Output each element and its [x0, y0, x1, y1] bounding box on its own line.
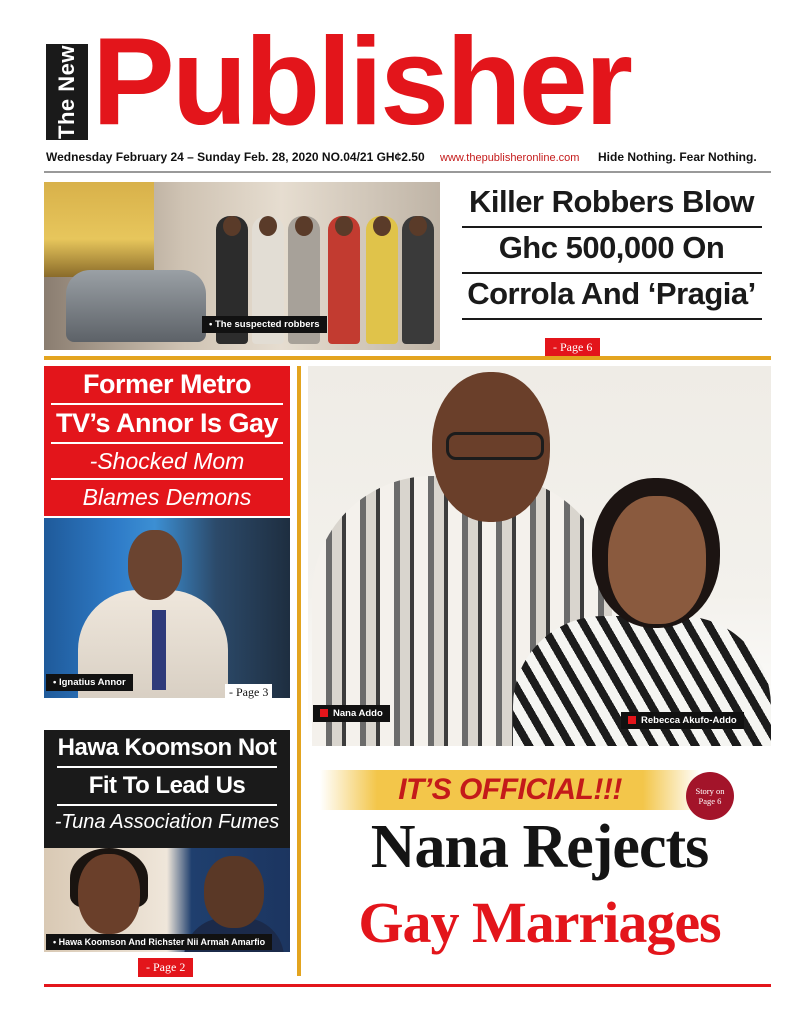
- annor-caption: • Ignatius Annor: [46, 674, 133, 691]
- seal-line: Page 6: [698, 796, 722, 806]
- slogan: Hide Nothing. Fear Nothing.: [598, 150, 757, 164]
- seal-line: Story on: [695, 786, 725, 796]
- hawa-headline-box[interactable]: [44, 730, 290, 848]
- face-shape: [608, 496, 706, 624]
- annor-headline-box[interactable]: [44, 366, 290, 516]
- official-banner: [320, 770, 700, 810]
- lead-headline-line1[interactable]: Nana Rejects: [370, 813, 709, 881]
- caption-marker-icon: [320, 709, 328, 717]
- lead-headline-line2[interactable]: Gay Marriages: [358, 890, 721, 955]
- annor-headline-line: TV’s Annor Is Gay: [55, 408, 279, 438]
- masthead-title: Publisher: [92, 13, 631, 151]
- annor-photo: [44, 518, 290, 698]
- robbers-page-ref[interactable]: - Page 6: [545, 338, 600, 357]
- lead-photo: [308, 366, 771, 746]
- face-shape: [204, 856, 264, 928]
- rebecca-caption-text: Rebecca Akufo-Addo: [641, 715, 737, 726]
- masthead-prefix-box: [46, 44, 88, 140]
- robbers-headline-line: Ghc 500,000 On: [498, 230, 725, 265]
- hawa-subheadline: -Tuna Association Fumes: [54, 811, 280, 833]
- tricycle-image: [44, 182, 154, 277]
- annor-page-ref[interactable]: - Page 3: [225, 684, 272, 701]
- robbers-headline-line: Killer Robbers Blow: [468, 184, 755, 219]
- face-shape: [78, 854, 140, 934]
- hawa-page-ref[interactable]: - Page 2: [138, 958, 193, 977]
- annor-subheadline: -Shocked Mom: [89, 448, 245, 474]
- hawa-photo: [44, 848, 290, 952]
- hawa-headline-line: Fit To Lead Us: [88, 772, 246, 799]
- suspect-figure: [366, 216, 398, 344]
- hawa-headline-line: Hawa Koomson Not: [57, 734, 277, 761]
- robbers-headline-line: Corrola And ‘Pragia’: [467, 276, 756, 311]
- hawa-caption: • Hawa Koomson And Richster Nii Armah Amarfio: [46, 934, 272, 950]
- car-image: [66, 270, 206, 342]
- annor-subheadline: Blames Demons: [82, 484, 252, 510]
- annor-headline-line: Former Metro: [82, 369, 252, 399]
- suspect-figure: [328, 216, 360, 344]
- tie-shape: [152, 610, 166, 690]
- section-divider: [44, 356, 771, 360]
- dateline: Wednesday February 24 – Sunday Feb. 28, 2020 NO.04/21 GH¢2.50: [46, 150, 425, 164]
- column-divider: [297, 366, 301, 976]
- robbers-caption: • The suspected robbers: [202, 316, 327, 333]
- official-kicker: IT’S OFFICIAL!!!: [398, 773, 622, 806]
- caption-marker-icon: [628, 716, 636, 724]
- masthead-prefix: The New: [54, 45, 79, 139]
- nana-caption-text: Nana Addo: [333, 708, 383, 719]
- nana-caption: [313, 705, 390, 722]
- glasses-shape: [446, 432, 544, 460]
- robbers-headline[interactable]: [452, 182, 771, 334]
- website-link[interactable]: www.thepublisheronline.com: [440, 152, 580, 164]
- face-shape: [128, 530, 182, 600]
- suspect-figure: [402, 216, 434, 344]
- headline-rule: [462, 318, 762, 320]
- rebecca-caption: [621, 712, 744, 729]
- footer-divider: [44, 984, 771, 987]
- masthead-divider: [44, 171, 771, 173]
- robbers-photo: [44, 182, 440, 350]
